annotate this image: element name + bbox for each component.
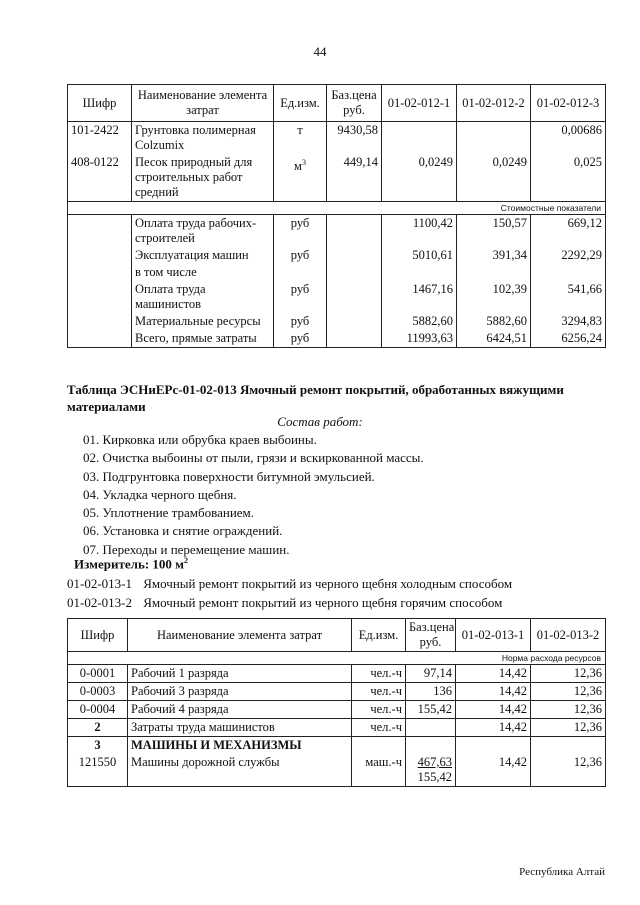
codes-list (67, 575, 512, 612)
price-bottom: 155,42 (417, 770, 452, 784)
cell-price: 97,14 (406, 665, 456, 683)
cell-unit: т (274, 122, 327, 155)
cell-code: 2 (68, 719, 128, 737)
list-item: 06. Установка и снятие ограждений. (83, 523, 283, 539)
cell-value: 150,57 (457, 215, 531, 248)
cell-value: 11993,63 (382, 330, 457, 348)
col-header: Баз.цена руб. (406, 619, 456, 652)
code-id: 01-02-013-2 (67, 594, 132, 610)
code-id: 01-02-013-1 (67, 576, 132, 591)
col-header: Наименование элемента затрат (132, 85, 274, 122)
cell-unit: чел.-ч (352, 701, 406, 719)
cell-unit: руб (274, 215, 327, 248)
cell-name: Эксплуатация машин (132, 247, 274, 264)
composition-heading: Состав работ: (277, 414, 363, 429)
code-line (67, 575, 512, 594)
cell-code: 0-0004 (68, 701, 128, 719)
col-header: Ед.изм. (352, 619, 406, 652)
cell-name: в том числе (132, 264, 274, 281)
cell-value: 14,42 (456, 719, 531, 737)
cell-unit (274, 154, 327, 202)
table-row (68, 247, 606, 264)
meter-label (74, 556, 188, 572)
cell-value (457, 122, 531, 155)
table-row (68, 281, 606, 313)
cell-value (382, 122, 457, 155)
table-row (68, 154, 606, 202)
cell-unit: чел.-ч (352, 719, 406, 737)
cell-code: 0-0001 (68, 665, 128, 683)
col-header: 01-02-012-3 (531, 85, 606, 122)
cell-value: 541,66 (531, 281, 606, 313)
cell-code: 121550 (68, 754, 128, 787)
section-label: Стоимостные показатели (68, 202, 606, 215)
table-row (68, 737, 606, 755)
unit-superscript: 3 (301, 158, 306, 167)
cell-value: 12,36 (531, 701, 606, 719)
cell-unit: маш.-ч (352, 754, 406, 787)
meter-text: Измеритель: 100 м (74, 556, 185, 572)
cell-name: Песок природный для строительных работ средний (132, 154, 274, 202)
section-label: Норма расхода ресурсов (68, 652, 606, 665)
list-item: 03. Подгрунтовка поверхности битумной эмульсией. (83, 468, 375, 484)
col-header: Наименование элемента затрат (128, 619, 352, 652)
cell-value: 12,36 (531, 665, 606, 683)
cell-name: Оплата труда машинистов (132, 281, 274, 313)
cell-price: 449,14 (327, 154, 382, 202)
cell-unit: руб (274, 247, 327, 264)
cell-code: 0-0003 (68, 683, 128, 701)
unit-text: м (294, 159, 302, 174)
cell-value: 6256,24 (531, 330, 606, 348)
cell-value: 5882,60 (457, 313, 531, 330)
cell-price: 136 (406, 683, 456, 701)
table-row (68, 215, 606, 248)
cell-value: 102,39 (457, 281, 531, 313)
table-title: Таблица ЭСНиЕРс-01-02-013 Ямочный ремонт покрытий, обработанных вяжущими материалами (67, 382, 564, 414)
price-top: 467,63 (417, 755, 452, 769)
footer-region: Республика Алтай (519, 866, 605, 878)
cell-code: 408-0122 (68, 154, 132, 202)
table-row (68, 701, 606, 719)
list-item: 01. Кирковка или обрубка краев выбоины. (83, 432, 317, 447)
cell-value: 5010,61 (382, 247, 457, 264)
cell-price (406, 719, 456, 737)
cell-unit: руб (274, 313, 327, 330)
cell-unit: руб (274, 330, 327, 348)
code-desc: Ямочный ремонт покрытий из черного щебня холодным способом (143, 576, 513, 591)
cell-name: Оплата труда рабочих-строителей (132, 215, 274, 248)
meter-superscript: 2 (184, 556, 189, 565)
list-item: 02. Очистка выбоины от пыли, грязи и вскиркованной массы. (83, 450, 424, 466)
col-header: 01-02-012-2 (457, 85, 531, 122)
page-number: 44 (313, 44, 327, 59)
cell-name: Всего, прямые затраты (132, 330, 274, 348)
cell-value: 14,42 (456, 754, 531, 787)
col-header: Баз.цена руб. (327, 85, 382, 122)
table-row (68, 330, 606, 348)
table-row (68, 264, 606, 281)
list-item: 05. Уплотнение трамбованием. (83, 505, 255, 521)
cell-name: Рабочий 4 разряда (128, 701, 352, 719)
cell-name: Грунтовка полимерная Colzumix (132, 122, 274, 155)
code-desc: Ямочный ремонт покрытий из черного щебня горячим способом (143, 594, 503, 610)
cell-value: 14,42 (456, 665, 531, 683)
table-row (68, 665, 606, 683)
cell-value: 391,34 (457, 247, 531, 264)
cell-name: Рабочий 1 разряда (128, 665, 352, 683)
col-header: 01-02-013-2 (531, 619, 606, 652)
cell-unit: чел.-ч (352, 665, 406, 683)
cell-name: Затраты труда машинистов (128, 719, 352, 737)
cell-value: 5882,60 (382, 313, 457, 330)
cell-code: 3 (68, 737, 128, 755)
list-item: 07. Переходы и перемещение машин. (83, 541, 290, 557)
col-header: Ед.изм. (274, 85, 327, 122)
cell-value: 12,36 (531, 719, 606, 737)
cell-price (406, 754, 456, 787)
cell-value: 3294,83 (531, 313, 606, 330)
col-header: Шифр (68, 619, 128, 652)
table-row (68, 683, 606, 701)
cell-unit: чел.-ч (352, 683, 406, 701)
table-header-row (68, 619, 606, 652)
cell-value: 2292,29 (531, 247, 606, 264)
cell-value: 1100,42 (382, 215, 457, 248)
table-row (68, 719, 606, 737)
col-header: Шифр (68, 85, 132, 122)
code-line (67, 594, 512, 613)
cost-table-012 (67, 84, 606, 348)
cell-value: 0,0249 (382, 154, 457, 202)
table-row (68, 313, 606, 330)
cell-value: 14,42 (456, 683, 531, 701)
cell-name: Материальные ресурсы (132, 313, 274, 330)
cell-price: 155,42 (406, 701, 456, 719)
cell-value: 1467,16 (382, 281, 457, 313)
cell-unit: руб (274, 281, 327, 313)
cell-value: 0,00686 (531, 122, 606, 155)
table-row (68, 754, 606, 787)
section-heading: МАШИНЫ И МЕХАНИЗМЫ (128, 737, 352, 755)
cell-code: 101-2422 (68, 122, 132, 155)
table-row (68, 122, 606, 155)
cell-value: 12,36 (531, 683, 606, 701)
list-item: 04. Укладка черного щебня. (83, 486, 237, 502)
cell-name: Машины дорожной службы (128, 754, 352, 787)
cell-value: 0,0249 (457, 154, 531, 202)
resource-table-013 (67, 618, 606, 787)
cell-price: 9430,58 (327, 122, 382, 155)
cell-value: 14,42 (456, 701, 531, 719)
cell-value: 0,025 (531, 154, 606, 202)
section-row (68, 652, 606, 665)
table-header-row (68, 85, 606, 122)
col-header: 01-02-013-1 (456, 619, 531, 652)
cell-value: 12,36 (531, 754, 606, 787)
section-row (68, 202, 606, 215)
col-header: 01-02-012-1 (382, 85, 457, 122)
cell-name: Рабочий 3 разряда (128, 683, 352, 701)
cell-value: 6424,51 (457, 330, 531, 348)
works-list (83, 431, 424, 559)
cell-value: 669,12 (531, 215, 606, 248)
